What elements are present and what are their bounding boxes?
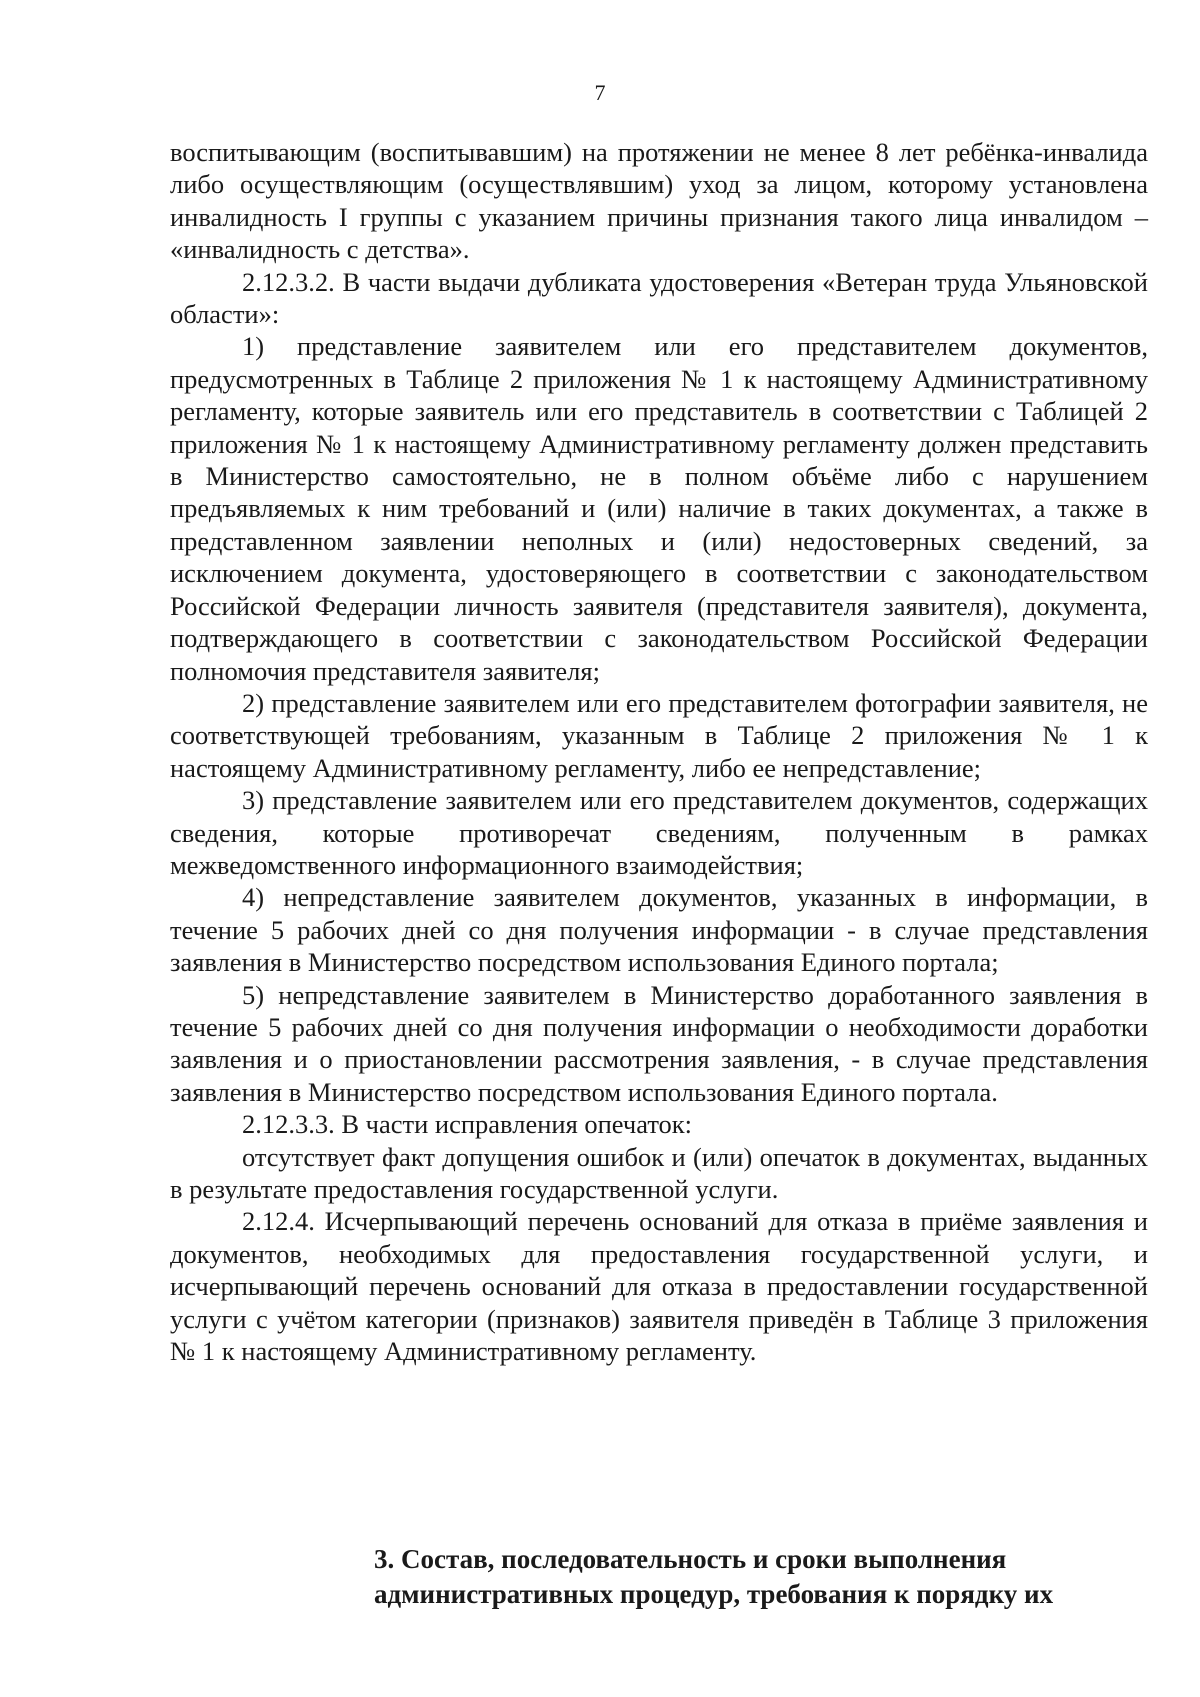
list-item-4: 4) непредставление заявителем документов, указанных в информации, в течение 5 рабочих дней со дня получения информации - в случае представления заявления в Министерство посредством использования Единого портала; (170, 882, 1148, 978)
list-item-2: 2) представление заявителем или его представителем фотографии заявителя, не соответствующей требованиям, указанным в Таблице 2 приложения № 1 к настоящему Административному регламенту, либо ее непредставление; (170, 687, 1148, 783)
section-heading-line-2: административных процедур, требования к порядку их (374, 1579, 1054, 1609)
list-item-1: 1) представление заявителем или его представителем документов, предусмотренных в Таблице 2 приложения № 1 к настоящему Административному регламенту, которые заявитель или его представитель в соответствии с Таблицей 2 приложения № 1 к настоящему Административному регламенту должен представить в Министерство самостоятельно, не в полном объёме либо с нарушением предъявляемых к ним требований и (или) наличие в таких документах, а также в представленном заявлении неполных и (или) недостоверных сведений, за исключением документа, удостоверяющего в соответствии с законодательством Российской Федерации личность заявителя (представителя заявителя), документа, подтверждающего в соответствии с законодательством Российской Федерации полномочия представителя заявителя; (170, 331, 1148, 686)
list-item-5: 5) непредставление заявителем в Министерство доработанного заявления в течение 5 рабочих дней со дня получения информации о необходимости доработки заявления и о приостановлении рассмотрения заявления, - в случае представления заявления в Министерство посредством использования Единого портала. (170, 979, 1148, 1107)
section-heading (374, 1542, 1114, 1612)
paragraph-2-12-3-2: 2.12.3.2. В части выдачи дубликата удостоверения «Ветеран труда Ульяновской области»: (170, 266, 1148, 330)
paragraph-2-12-4: 2.12.4. Исчерпывающий перечень оснований для отказа в приёме заявления и документов, необходимых для предоставления государственной услуги, и исчерпывающий перечень оснований для отказа в предоставлении государственной услуги с учётом категории (признаков) заявителя приведён в Таблице 3 приложения № 1 к настоящему Административному регламенту. (170, 1206, 1148, 1367)
list-item-3: 3) представление заявителем или его представителем документов, содержащих сведения, которые противоречат сведениям, полученным в рамках межведомственного информационного взаимодействия; (170, 785, 1148, 880)
paragraph-2-12-3-3: 2.12.3.3. В части исправления опечаток: (242, 1109, 693, 1140)
paragraph-continuation: воспитывающим (воспитывавшим) на протяжении не менее 8 лет ребёнка-инвалида либо осуществляющим (осуществлявшим) уход за лицом, которому установлена инвалидность I группы с указанием причины признания такого лица инвалидом – «инвалидность с детства». (170, 137, 1148, 265)
page-number: 7 (594, 80, 606, 105)
paragraph-typo-ground: отсутствует факт допущения ошибок и (или) опечаток в документах, выданных в результате предоставления государственной услуги. (170, 1141, 1148, 1204)
body-text (170, 136, 1148, 1367)
section-heading-line-1: 3. Состав, последовательность и сроки выполнения (374, 1544, 1007, 1574)
